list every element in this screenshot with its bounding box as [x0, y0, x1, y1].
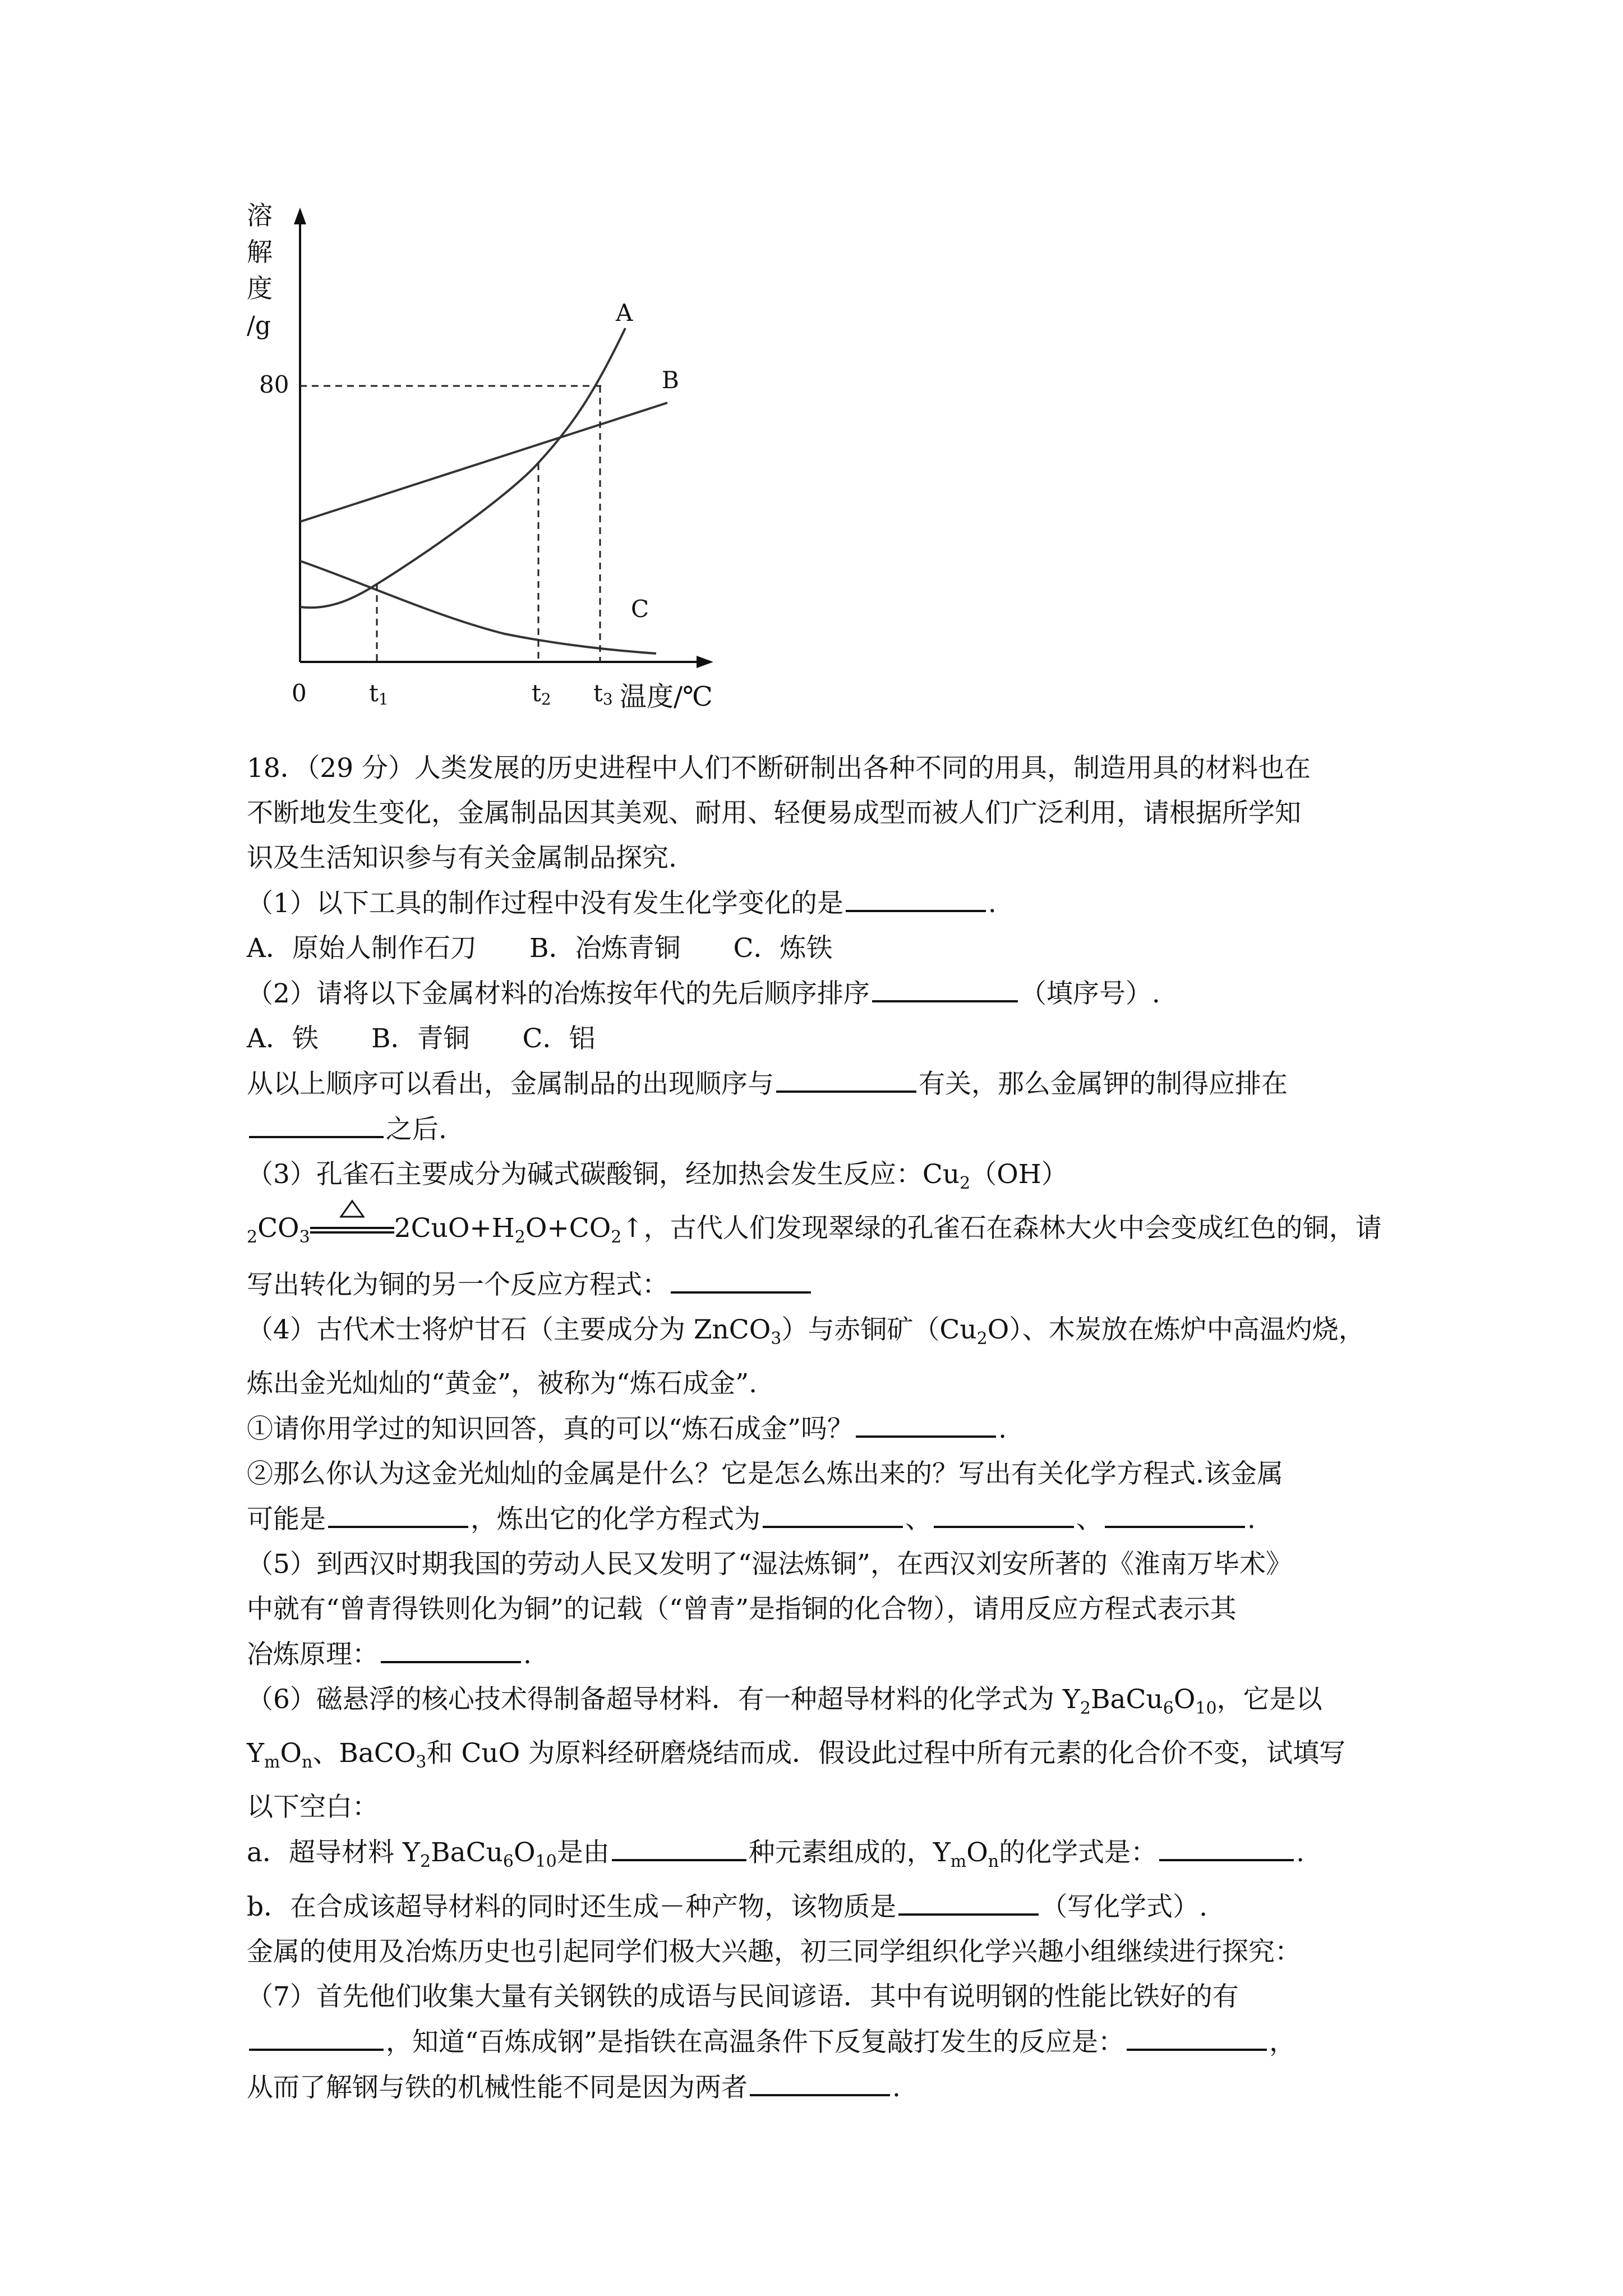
x-tick-t3: t3 [593, 679, 613, 708]
intro-line-2: 不断地发生变化，金属制品因其美观、耐用、轻便易成型而被人们广泛利用，请根据所学知 [247, 798, 1301, 829]
part-4-line-3 [247, 1406, 1380, 1452]
part-6-d5: 种元素组成的，Y [748, 1837, 951, 1868]
part-1-text: （1）以下工具的制作过程中没有发生化学变化的是 [247, 888, 843, 919]
ylabel-char-1: 溶 [247, 200, 273, 231]
part-7-line-1: （7）首先他们收集大量有关钢铁的成语与民间谚语．其中有说明钢的性能比铁好的有 [247, 1981, 1239, 2012]
part-6-line-b [247, 1884, 1380, 1930]
sub: 2 [960, 1174, 971, 1193]
sub: 2 [247, 1227, 258, 1247]
sub: 10 [535, 1852, 557, 1871]
sub: n [988, 1852, 999, 1871]
answer-blank[interactable] [750, 2065, 890, 2096]
dunhao: 、 [905, 1504, 932, 1535]
sub: 2 [1080, 1699, 1091, 1718]
sub: n [302, 1752, 313, 1772]
series-label-b: B [662, 366, 679, 394]
intro-line-1: 18．（29 分）人类发展的历史进程中人们不断研制出各种不同的用具，制造用具的材料也在 [247, 753, 1311, 784]
sub: 2 [514, 1227, 525, 1247]
answer-blank[interactable] [776, 1061, 916, 1093]
part-4-e2: ，炼出它的化学方程式为 [471, 1504, 760, 1535]
part-4-line-1 [247, 1308, 1380, 1361]
part-2-tail: （填序号）. [1020, 978, 1160, 1009]
sub: 6 [1163, 1699, 1174, 1718]
part-6-d4: 是由 [556, 1837, 610, 1868]
part-5-c: 冶炼原理： [247, 1639, 379, 1670]
sub: 10 [1195, 1699, 1217, 1718]
sub: m [264, 1752, 280, 1772]
part-4-line-5 [247, 1497, 1380, 1542]
part-4-c: ①请你用学过的知识回答，真的可以“炼石成金”吗？ [247, 1414, 854, 1444]
answer-blank[interactable] [612, 1830, 746, 1861]
answer-blank[interactable] [856, 1406, 996, 1438]
period: . [988, 888, 997, 919]
part-2-b3: 之后. [386, 1114, 447, 1145]
part-4-line-4: ②那么你认为这金光灿灿的金属是什么？它是怎么炼出来的？写出有关化学方程式.该金属 [247, 1458, 1283, 1489]
part-6-b1: Y [247, 1738, 265, 1769]
curve-b [300, 403, 667, 522]
y-tick-80: 80 [259, 371, 289, 398]
ylabel-char-4: /g [247, 311, 271, 340]
x-tick-t3-sub: 3 [602, 690, 613, 708]
x-tick-t1: t1 [369, 679, 389, 708]
part-5-line-1: （5）到西汉时期我国的劳动人民又发明了“湿法炼铜”，在西汉刘安所著的《淮南万毕术》 [247, 1549, 1292, 1580]
series-label-c: C [631, 595, 649, 623]
part-6-d2: BaCu [431, 1837, 503, 1868]
answer-blank[interactable] [1127, 2019, 1267, 2051]
sub: 2 [420, 1852, 431, 1871]
period: . [998, 1414, 1007, 1444]
part-6-line-1 [247, 1677, 1380, 1731]
part-6-line-2 [247, 1731, 1380, 1785]
period: . [892, 2072, 901, 2103]
part-4-a3: O）、木炭放在炼炉中高温灼烧， [987, 1314, 1365, 1345]
answer-blank[interactable] [381, 1632, 521, 1663]
sub: 3 [771, 1329, 782, 1349]
part-6-d3: O [513, 1837, 536, 1868]
part-2-options: A．铁 B．青铜 C．铝 [247, 1023, 596, 1054]
part-6-b4: 和 CuO 为原料经研磨烧结而成．假设此过程中所有元素的化合价不变，试填写 [426, 1738, 1346, 1769]
part-2-b1: 从以上顺序可以看出，金属制品的出现顺序与 [247, 1069, 774, 1099]
sub: 3 [416, 1752, 427, 1772]
part-6-b3: 、BaCO [312, 1738, 416, 1769]
comma: ， [1269, 2027, 1296, 2058]
part-6-line-f: 金属的使用及冶炼历史也引起同学们极大兴趣，初三同学组织化学兴趣小组继续进行探究： [247, 1936, 1301, 1967]
period: . [523, 1639, 532, 1670]
part-3-b4: ↑，古代人们发现翠绿的孔雀石在森林大火中会变成红色的铜，请 [621, 1213, 1382, 1244]
part-2-text: （2）请将以下金属材料的冶炼按年代的先后顺序排序 [247, 978, 870, 1009]
part-6-line-a [247, 1830, 1380, 1884]
part-3-line-1 [247, 1152, 1380, 1206]
part-3-b2: 2CuO+H [394, 1213, 515, 1244]
part-6-line-3: 以下空白： [247, 1792, 379, 1823]
part-2-b2: 有关，那么金属钾的制得应排在 [919, 1069, 1288, 1099]
part-6-d1: a．超导材料 Y [247, 1837, 420, 1868]
curve-c [300, 561, 656, 654]
answer-blank[interactable] [898, 1884, 1039, 1916]
sub: 6 [502, 1852, 514, 1871]
solubility-chart [224, 185, 763, 718]
answer-blank[interactable] [249, 2019, 384, 2051]
origin-label: 0 [292, 679, 307, 707]
answer-blank[interactable] [846, 881, 986, 912]
x-axis-label: 温度/℃ [620, 681, 713, 712]
part-7-line-2 [247, 2019, 1380, 2065]
sub: 2 [976, 1329, 988, 1349]
y-axis-arrow [294, 208, 306, 224]
part-6-d6: O [966, 1837, 988, 1868]
answer-blank[interactable] [328, 1497, 468, 1528]
period: . [1247, 1504, 1256, 1535]
part-2 [247, 971, 1380, 1016]
part-6-e1: b．在合成该超导材料的同时还生成－种产物，该物质是 [247, 1892, 897, 1922]
sub: 2 [611, 1227, 622, 1247]
part-6-d7: 的化学式是： [999, 1837, 1158, 1868]
part-1-options: A．原始人制作石刀 B．冶炼青铜 C．炼铁 [247, 933, 833, 964]
answer-blank[interactable] [671, 1262, 811, 1294]
part-3-line-3 [247, 1262, 1380, 1308]
ylabel-char-3: 度 [247, 273, 273, 303]
answer-blank[interactable] [872, 971, 1018, 1002]
x-tick-t1-sub: 1 [378, 690, 389, 708]
part-4-line-2: 炼出金光灿灿的“黄金”，被称为“炼石成金”. [247, 1368, 758, 1399]
part-2-followup-2 [247, 1107, 1380, 1152]
part-6-a3: O [1173, 1684, 1196, 1715]
answer-blank[interactable] [1105, 1497, 1245, 1528]
part-6-a2: BaCu [1090, 1684, 1163, 1715]
part-3-a: （3）孔雀石主要成分为碱式碳酸铜，经加热会发生反应：Cu [247, 1159, 960, 1190]
part-3-c: 写出转化为铜的另一个反应方程式： [247, 1269, 668, 1300]
question-18 [247, 746, 1380, 2110]
part-7-b: ，知道“百炼成钢”是指铁在高温条件下反复敲打发生的反应是： [386, 2027, 1125, 2058]
part-4-e1: 可能是 [247, 1504, 326, 1535]
part-4-a: （4）古代术士将炉甘石（主要成分为 ZnCO [247, 1314, 771, 1345]
part-7-line-3 [247, 2065, 1380, 2110]
part-3-b1: CO [257, 1213, 299, 1244]
answer-blank[interactable] [934, 1497, 1074, 1528]
part-1 [247, 881, 1380, 926]
answer-blank[interactable] [249, 1107, 384, 1138]
sub: m [950, 1852, 967, 1871]
part-3-b3: O+CO [525, 1213, 611, 1244]
ylabel-char-2: 解 [247, 237, 273, 267]
x-axis-arrow [697, 656, 713, 668]
dunhao: 、 [1076, 1504, 1103, 1535]
part-5-line-3 [247, 1632, 1380, 1677]
part-6-b2: O [280, 1738, 302, 1769]
sub: 3 [299, 1227, 310, 1247]
answer-blank[interactable] [1159, 1830, 1294, 1861]
part-7-c: 从而了解钢与铁的机械性能不同是因为两者 [247, 2072, 748, 2103]
x-tick-t2: t2 [532, 679, 551, 708]
part-6-a4: ，它是以 [1216, 1684, 1322, 1715]
part-4-a2: ）与赤铜矿（Cu [781, 1314, 977, 1345]
series-label-a: A [616, 299, 633, 326]
period: . [1296, 1837, 1305, 1868]
answer-blank[interactable] [763, 1497, 903, 1528]
x-tick-t2-sub: 2 [541, 690, 551, 708]
part-6-a1: （6）磁悬浮的核心技术得制备超导材料．有一种超导材料的化学式为 Y [247, 1684, 1080, 1715]
heat-triangle-icon [310, 1199, 394, 1238]
part-6-e2: （写化学式）. [1041, 1892, 1208, 1922]
heat-equals-sign [310, 1219, 394, 1241]
part-3-a2: （OH） [970, 1159, 1068, 1190]
part-3-equation [247, 1206, 1380, 1262]
intro-line-3: 识及生活知识参与有关金属制品探究. [247, 843, 677, 873]
part-5-line-2: 中就有“曾青得铁则化为铜”的记载（“曾青”是指铜的化合物），请用反应方程式表示其 [247, 1594, 1237, 1625]
part-2-followup [247, 1061, 1380, 1107]
